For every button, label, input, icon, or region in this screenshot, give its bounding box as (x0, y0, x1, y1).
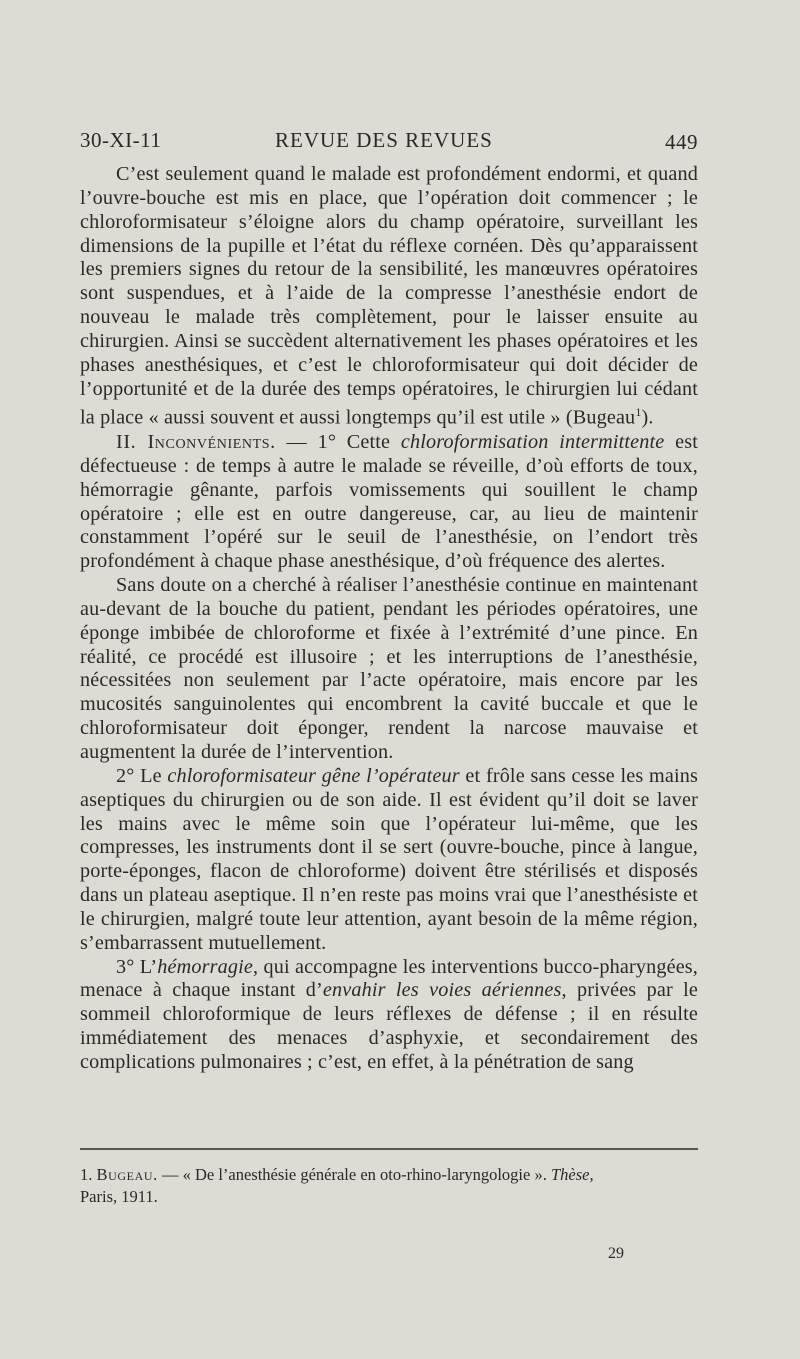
paragraph-5-text-c: , privées par le sommeil chloroformique de leurs réflexes de défense ; il en résulte immédiatement des menaces d’asphyxie, et secondairement des complications pulmonaires ; c’est, en effet, à la pénétration de sang (80, 979, 699, 1073)
running-head-date: 30-XI-11 (80, 128, 162, 152)
paragraph-5 (80, 956, 698, 1075)
footnote-italic: Thèse, (550, 1165, 594, 1184)
running-head-title: REVUE DES REVUES (275, 128, 493, 152)
paragraph-4 (80, 765, 698, 956)
body-text (80, 163, 698, 1075)
paragraph-2 (80, 431, 698, 574)
running-head (80, 128, 698, 156)
paragraph-3: Sans doute on a cherché à réaliser l’anesthésie continue en maintenant au-devant de la bouche du patient, pendant les périodes opératoires, une éponge imbibée de chloroforme et fixée à l’extrémité d’une pince. En réalité, ce procédé est illusoire ; et les interruptions de l’anesthésie, nécessitées non seulement par l’acte opératoire, mais encore par les mucosités sanguinolentes qui encombrent la cavité buccale et que le chloroformisateur doit éponger, rendent la narcose mauvaise et augmentent la durée de l’intervention. (80, 574, 698, 763)
paragraph-1-end: ). (641, 407, 654, 430)
paragraph-5-italic-2: envahir les voies aériennes (322, 979, 562, 1002)
footnote (80, 1164, 698, 1208)
section-heading: II. Inconvénients. (116, 431, 276, 454)
footnote-divider (80, 1148, 698, 1150)
footnote-ref: 1 (635, 405, 642, 420)
paragraph-4-text-a: 2° Le (116, 764, 168, 787)
paragraph-1-text: C’est seulement quand le malade est profondément endormi, et quand l’ouvre-bouche est mis en place, que l’opération doit commencer ; le chloroformisateur s’éloigne alors du champ opératoire, surveillant les dimensions de la pupille et l’état du réflexe cornéen. Dès qu’apparaissent les premiers signes du retour de la sensibilité, les manœuvres opératoires sont suspendues, et à l’aide de la compresse l’anesthésie endort de nouveau le malade très complètement, pour le laisser ensuite au chirurgien. Ainsi se succèdent alternativement les phases opératoires et les phases anesthésiques, et c’est le chloroformisateur qui doit décider de l’opportunité et de la durée des temps opératoires, le chirurgien lui cédant la place « aussi souvent et aussi longtemps qu’il est utile » (Bugeau (80, 163, 698, 430)
footnote-author: Bugeau. (96, 1165, 158, 1184)
paragraph-1 (80, 163, 698, 431)
paragraph-2-text-a: — 1° Cette (275, 431, 401, 454)
paragraph-5-text-a: 3° L’ (116, 955, 158, 978)
footnote-body: — « De l’anesthésie générale en oto-rhino-laryngologie ». (157, 1165, 551, 1184)
footnote-number: 1. (80, 1165, 93, 1184)
footnote-text (80, 1164, 698, 1208)
paragraph-4-text-b: et frôle sans cesse les mains aseptiques du chirurgien ou de son aide. Il est évident qu’il doit se laver les mains avec le même soin que l’opérateur lui-même, que les compresses, les instruments dont il se sert (ouvre-bouche, pince à langue, porte-éponges, flacon de chloroforme) doivent être stérilisés et disposés dans un plateau aseptique. Il n’en reste pas moins vrai que l’anesthésiste et le chirurgien, malgré toute leur attention, ayant besoin de la même région, s’embarrassent mutuellement. (80, 764, 699, 954)
paragraph-2-italic: chloroformisation intermittente (400, 431, 665, 454)
signature-mark: 29 (608, 1245, 624, 1262)
paragraph-4-italic: chloroformisateur gêne l’opérateur (167, 764, 460, 787)
paragraph-5-italic-1: hémorragie (157, 955, 253, 978)
page-number: 449 (665, 130, 698, 154)
footnote-tail: Paris, 1911. (80, 1187, 158, 1206)
paragraph-5-text-b: , qui accompagne les interventions bucco-pharyngées, menace à chaque instant d’ (80, 955, 699, 1002)
paragraph-2-text-b: est défectueuse : de temps à autre le malade se réveille, d’où efforts de toux, hémorragie gênante, parfois vomissements qui souillent le champ opératoire ; elle est en outre dangereuse, car, au lieu de maintenir constamment l’opéré sur le seuil de l’anesthésie, on l’endort très profondément à chaque phase anesthésique, d’où fréquence des alertes. (80, 431, 698, 573)
